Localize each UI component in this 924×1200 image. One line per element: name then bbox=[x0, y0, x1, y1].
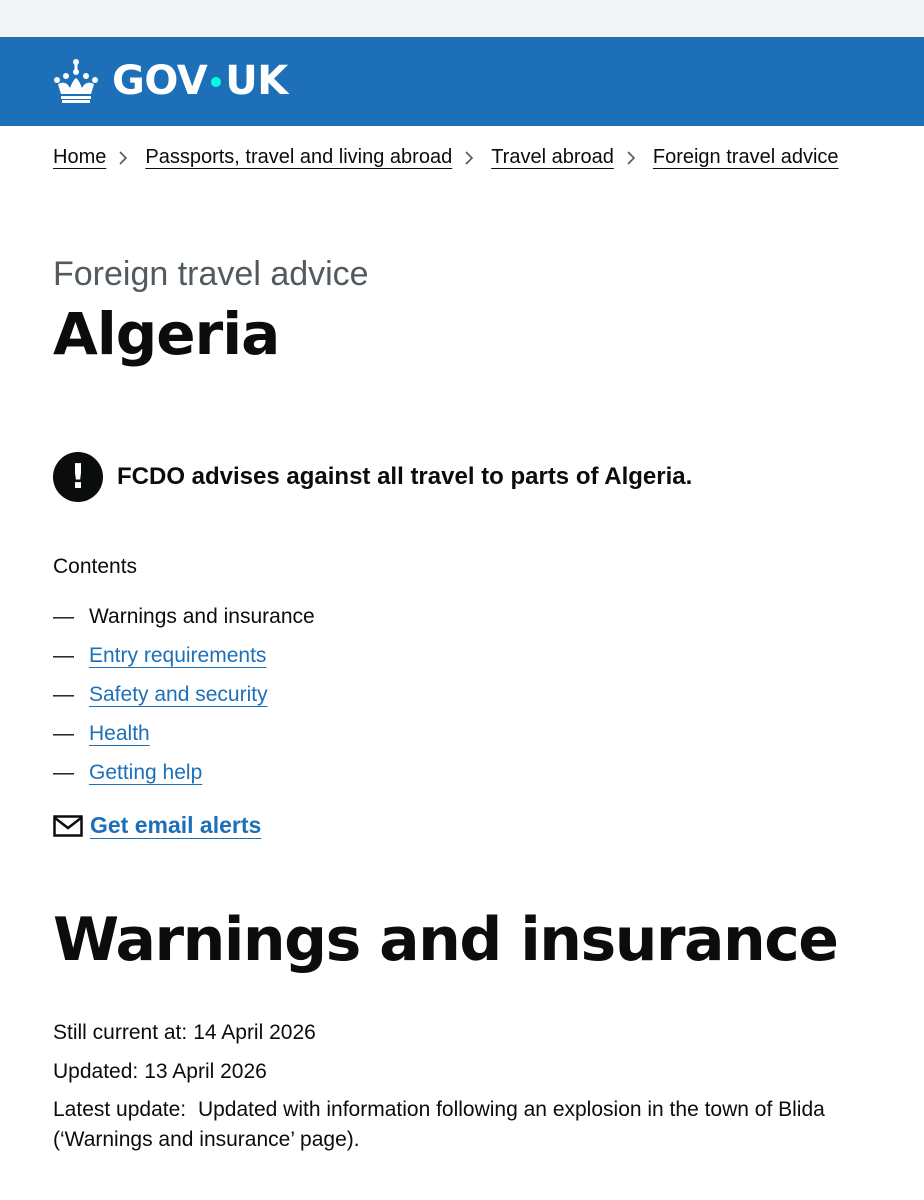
still-current-row bbox=[53, 1021, 316, 1045]
contents-link-getting-help[interactable]: Getting help bbox=[89, 760, 203, 784]
latest-update-row bbox=[53, 1095, 883, 1155]
updated-row bbox=[53, 1060, 267, 1084]
updated-label: Updated: bbox=[53, 1060, 139, 1083]
contents-item-entry bbox=[53, 636, 315, 675]
contents-heading: Contents bbox=[53, 555, 138, 578]
contents-list bbox=[53, 597, 315, 792]
chevron-right-icon bbox=[463, 150, 479, 166]
chevron-right-icon bbox=[117, 150, 133, 166]
exclamation-icon: ! bbox=[53, 452, 103, 502]
crown-icon bbox=[52, 58, 100, 104]
envelope-icon bbox=[53, 815, 83, 837]
warning-callout bbox=[53, 452, 692, 502]
get-email-alerts-link[interactable]: Get email alerts bbox=[90, 812, 262, 838]
govuk-logo-link[interactable] bbox=[52, 57, 288, 105]
dash-icon: — bbox=[53, 760, 74, 784]
contents-link-entry-requirements[interactable]: Entry requirements bbox=[89, 643, 267, 667]
contents-link-safety-and-security[interactable]: Safety and security bbox=[89, 682, 268, 706]
govuk-wordmark bbox=[112, 58, 288, 104]
dash-icon: — bbox=[53, 682, 74, 706]
still-current-value: 14 April 2026 bbox=[193, 1021, 316, 1044]
warning-text: FCDO advises against all travel to parts of Algeria. bbox=[117, 463, 693, 490]
govuk-header bbox=[0, 37, 924, 126]
email-alerts bbox=[53, 812, 261, 839]
browser-top-strip bbox=[0, 0, 924, 37]
contents-item-health bbox=[53, 714, 315, 753]
still-current-label: Still current at: bbox=[53, 1021, 188, 1044]
contents-item-getting-help bbox=[53, 753, 315, 792]
page-title: Algeria bbox=[53, 300, 280, 368]
breadcrumb-home[interactable]: Home bbox=[53, 146, 107, 168]
section-title: Warnings and insurance bbox=[53, 905, 838, 975]
dash-icon: — bbox=[53, 604, 74, 628]
breadcrumb-travel-abroad[interactable]: Travel abroad bbox=[491, 146, 614, 168]
latest-update-label: Latest update: bbox=[53, 1098, 187, 1121]
chevron-right-icon bbox=[625, 150, 641, 166]
contents-item-label-current: Warnings and insurance bbox=[89, 604, 315, 628]
contents-item-warnings bbox=[53, 597, 315, 636]
contents-link-health[interactable]: Health bbox=[89, 721, 150, 745]
dash-icon: — bbox=[53, 721, 74, 745]
breadcrumb bbox=[53, 146, 839, 169]
contents-item-safety bbox=[53, 675, 315, 714]
wordmark-left: GOV bbox=[112, 58, 208, 104]
wordmark-right: UK bbox=[225, 58, 288, 104]
dash-icon: — bbox=[53, 643, 74, 667]
wordmark-dot bbox=[211, 77, 221, 87]
latest-update-value: Updated with information following an explosion in the town of Blida (‘Warnings and insurance’ page). bbox=[53, 1098, 825, 1151]
updated-value: 13 April 2026 bbox=[144, 1060, 267, 1083]
breadcrumb-passports[interactable]: Passports, travel and living abroad bbox=[145, 146, 453, 168]
breadcrumb-foreign-travel-advice[interactable]: Foreign travel advice bbox=[652, 146, 839, 168]
page-caption: Foreign travel advice bbox=[53, 255, 369, 293]
